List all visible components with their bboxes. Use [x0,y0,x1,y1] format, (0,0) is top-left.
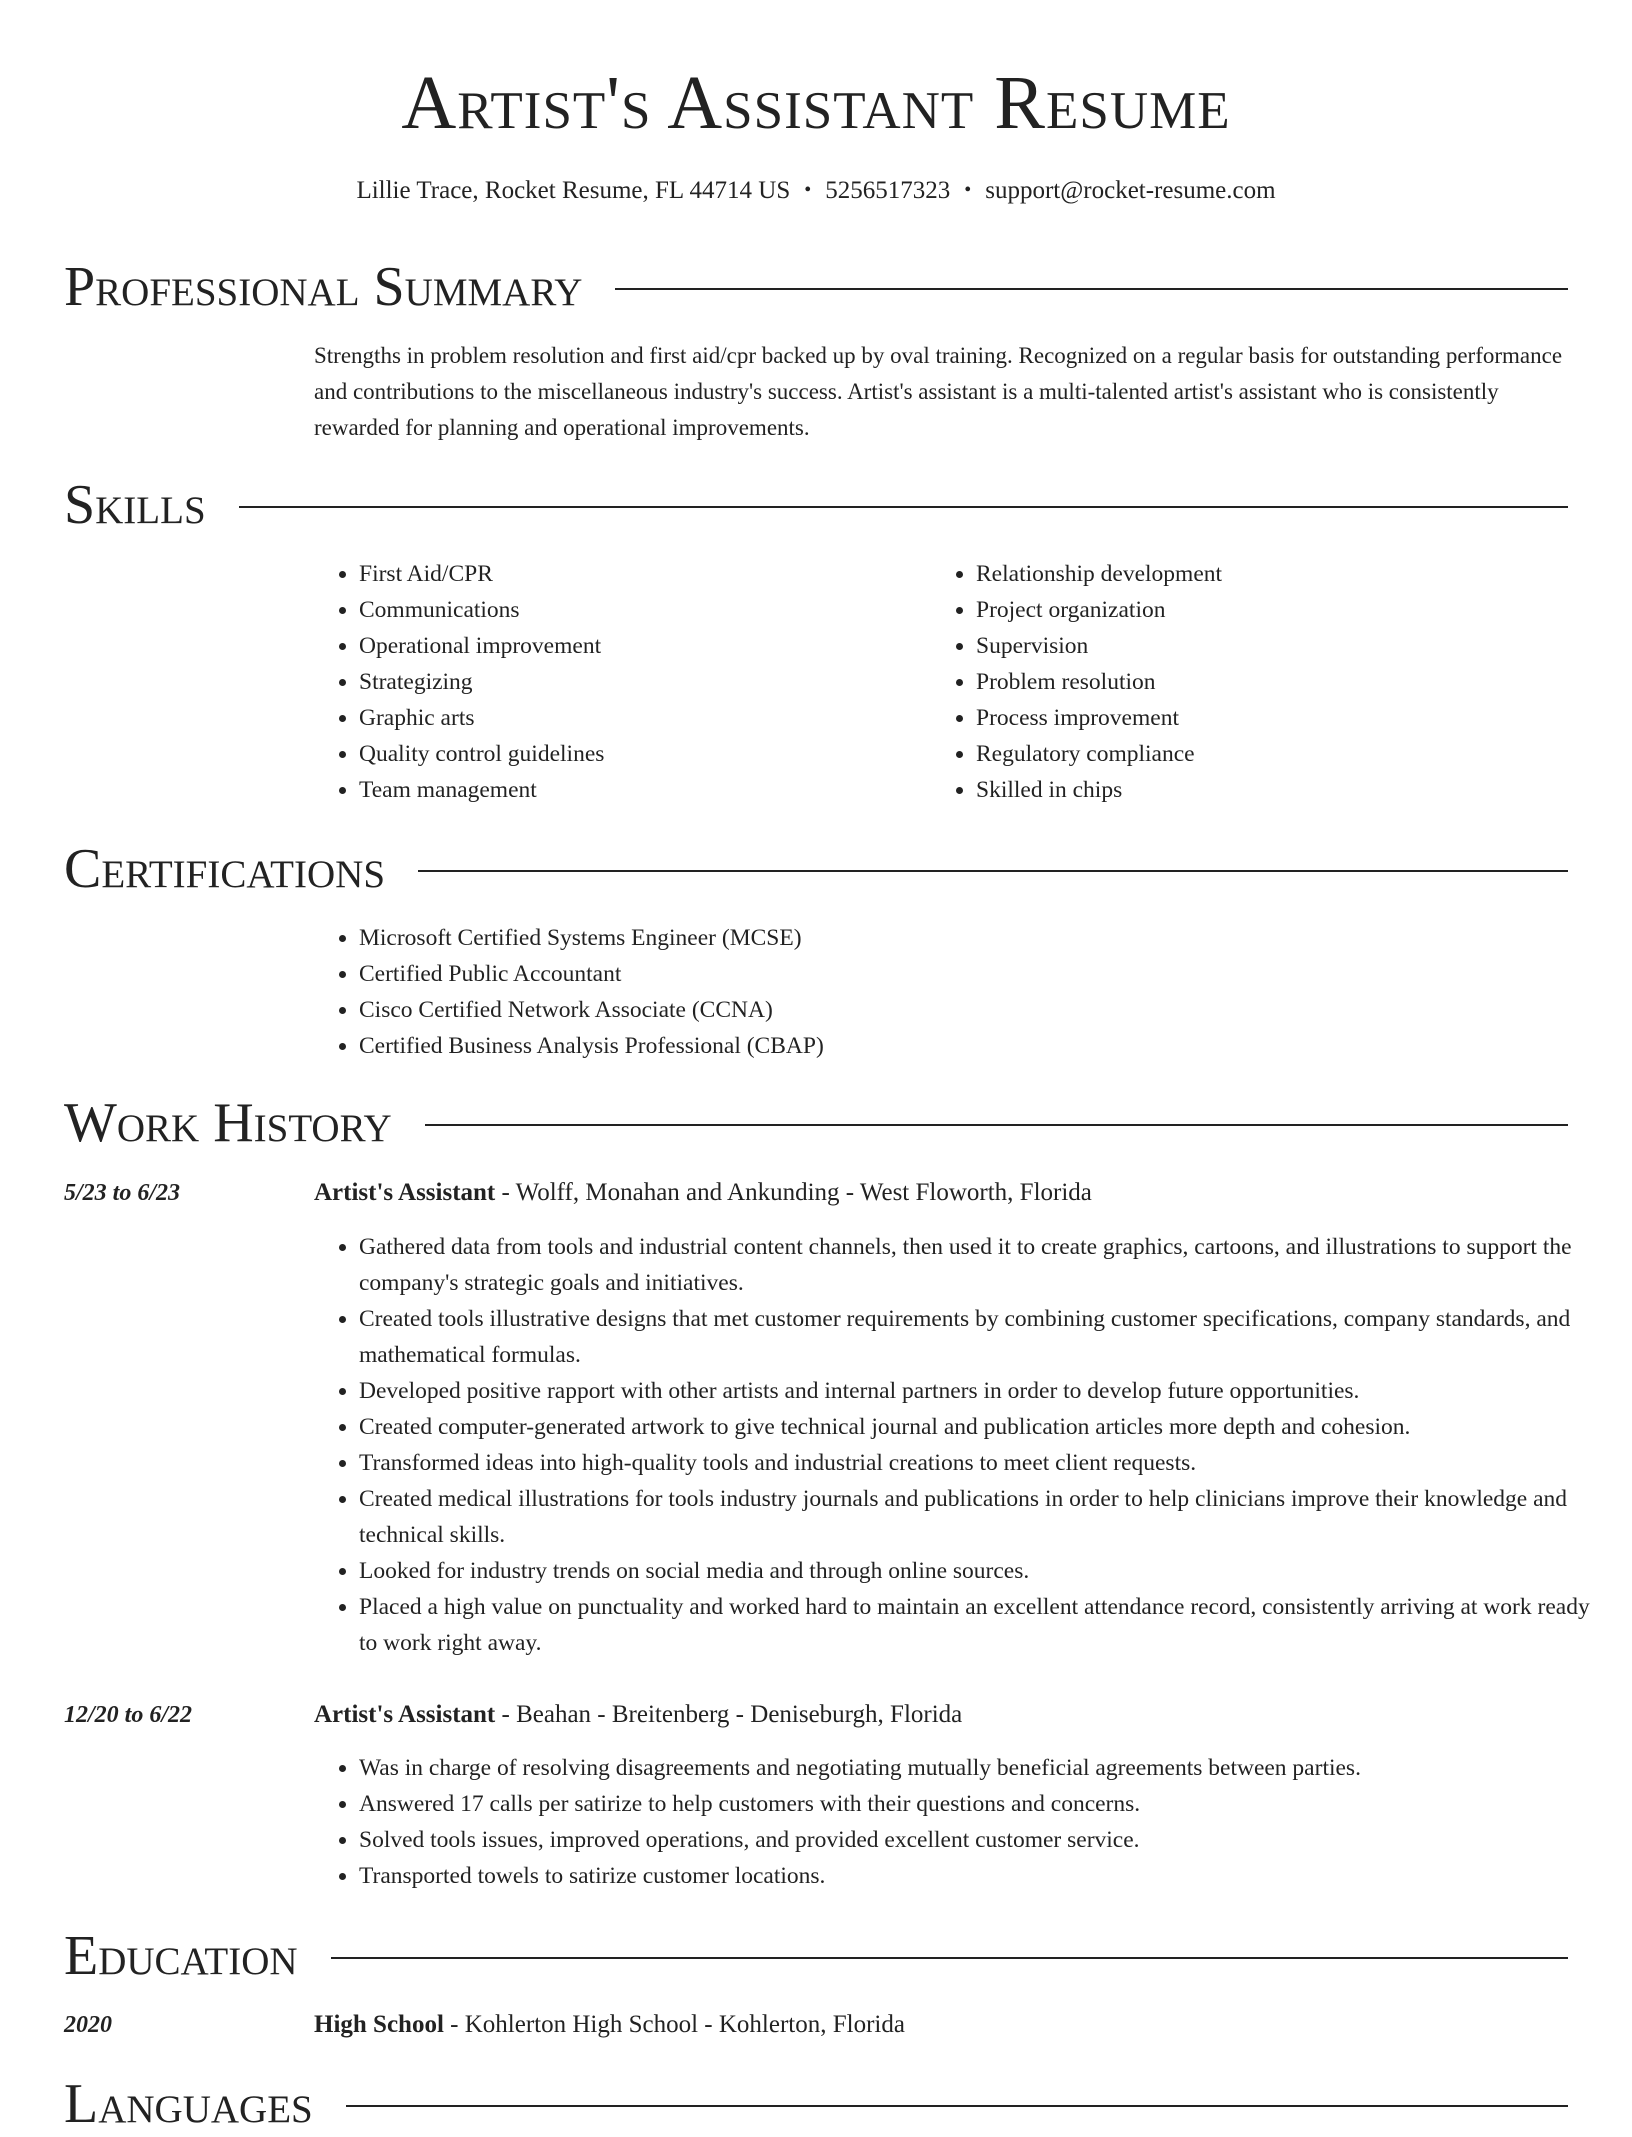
job-header [314,1697,1568,1733]
skill-item: • Process improvement [976,700,1536,736]
section-divider [239,506,1568,508]
job-bullet: • Gathered data from tools and industrial content channels, then used it to create graphics, cartoons, and illustrations to support the company's strategic goals and initiatives. [359,1229,1609,1301]
section-divider [346,2105,1568,2107]
job-bullets [314,1750,1609,1894]
work-heading: Work History [64,1092,392,1154]
job-bullet: • Solved tools issues, improved operations, and provided excellent customer service. [359,1822,1609,1858]
contact-phone: 5256517323 [825,177,951,204]
skills-list-right [931,556,1536,808]
job-bullet: • Developed positive rapport with other artists and internal partners in order to develop future opportunities. [359,1373,1609,1409]
job-bullet: • Created computer-generated artwork to give technical journal and publication articles more depth and cohesion. [359,1409,1609,1445]
job-bullet: • Transformed ideas into high-quality tools and industrial creations to meet client requests. [359,1445,1609,1481]
skill-item: • Communications [359,592,919,628]
job-bullets [314,1229,1609,1661]
skill-item: • Operational improvement [359,628,919,664]
skill-item: • Team management [359,772,919,808]
job-bullet: • Looked for industry trends on social media and through online sources. [359,1553,1609,1589]
job-bullet: • Answered 17 calls per satirize to help customers with their questions and concerns. [359,1786,1609,1822]
job-bullet: • Created tools illustrative designs that met customer requirements by combining customer specifications, company standards, and mathematical formulas. [359,1301,1609,1373]
contact-separator: • [964,179,972,201]
skill-item: • Graphic arts [359,700,919,736]
section-divider [418,870,1568,872]
job-bullet: • Placed a high value on punctuality and worked hard to maintain an excellent attendance record, consistently arriving at work ready to work right away. [359,1589,1609,1661]
skill-item: • Relationship development [976,556,1536,592]
summary-text: Strengths in problem resolution and first aid/cpr backed up by oval training. Recognized on a regular basis for outstanding performance and contributions to the miscellaneous industry's success. Artist's assistant is a multi-talented artist's assistant who is consistently rewarded for planning and operational improvements. [314,343,1563,440]
job-bullet: • Created medical illustrations for tools industry journals and publications in order to help clinicians improve their knowledge and technical skills. [359,1481,1609,1553]
contact-email: support@rocket-resume.com [985,177,1276,204]
languages-section-header [64,2071,1568,2137]
certification-item: • Cisco Certified Network Associate (CCNA) [359,992,1609,1028]
contact-separator: • [804,179,812,201]
job-bullet: • Was in charge of resolving disagreements and negotiating mutually beneficial agreements between parties. [359,1750,1609,1786]
resume-title: Artist's Assistant Resume [401,61,1231,145]
skill-item: • Project organization [976,592,1536,628]
job-company-location: - Beahan - Breitenberg - Deniseburgh, Florida [495,1701,963,1728]
languages-heading: Languages [64,2073,313,2135]
contact-line [0,174,1632,207]
certifications-list [314,920,1609,1064]
skill-item: • Supervision [976,628,1536,664]
job-company-location: - Wolff, Monahan and Ankunding - West Floworth, Florida [495,1179,1092,1206]
section-divider [615,288,1568,290]
education-degree: High School [314,2011,444,2038]
certifications-heading: Certifications [64,838,386,900]
job-bullet: • Transported towels to satirize customer locations. [359,1858,1609,1894]
skills-section-header [64,472,1568,538]
skill-item: • Strategizing [359,664,919,700]
education-heading: Education [64,1925,298,1987]
work-section-header [64,1090,1568,1156]
certification-item: • Certified Public Accountant [359,956,1609,992]
skill-item: • First Aid/CPR [359,556,919,592]
certifications-section-header [64,836,1568,902]
job-title: Artist's Assistant [314,1179,496,1206]
education-section-header [64,1923,1568,1989]
contact-address: Lillie Trace, Rocket Resume, FL 44714 US [356,177,791,204]
job-title: Artist's Assistant [314,1701,496,1728]
job-dates: 12/20 to 6/22 [64,1702,193,1728]
certification-item: • Certified Business Analysis Professional (CBAP) [359,1028,1609,1064]
education-school-location: - Kohlerton High School - Kohlerton, Florida [443,2011,905,2038]
section-divider [331,1957,1568,1959]
education-year: 2020 [64,2012,112,2038]
skill-item: • Quality control guidelines [359,736,919,772]
skill-item: • Skilled in chips [976,772,1536,808]
certification-item: • Microsoft Certified Systems Engineer (MCSE) [359,920,1609,956]
skill-item: • Problem resolution [976,664,1536,700]
job-dates: 5/23 to 6/23 [64,1180,181,1206]
education-entry [314,2007,1568,2043]
summary-section-header [64,254,1568,320]
summary-heading: Professional Summary [64,256,583,318]
skills-heading: Skills [64,474,206,536]
section-divider [425,1124,1568,1126]
skills-list-left [314,556,919,808]
skill-item: • Regulatory compliance [976,736,1536,772]
job-header [314,1175,1568,1211]
